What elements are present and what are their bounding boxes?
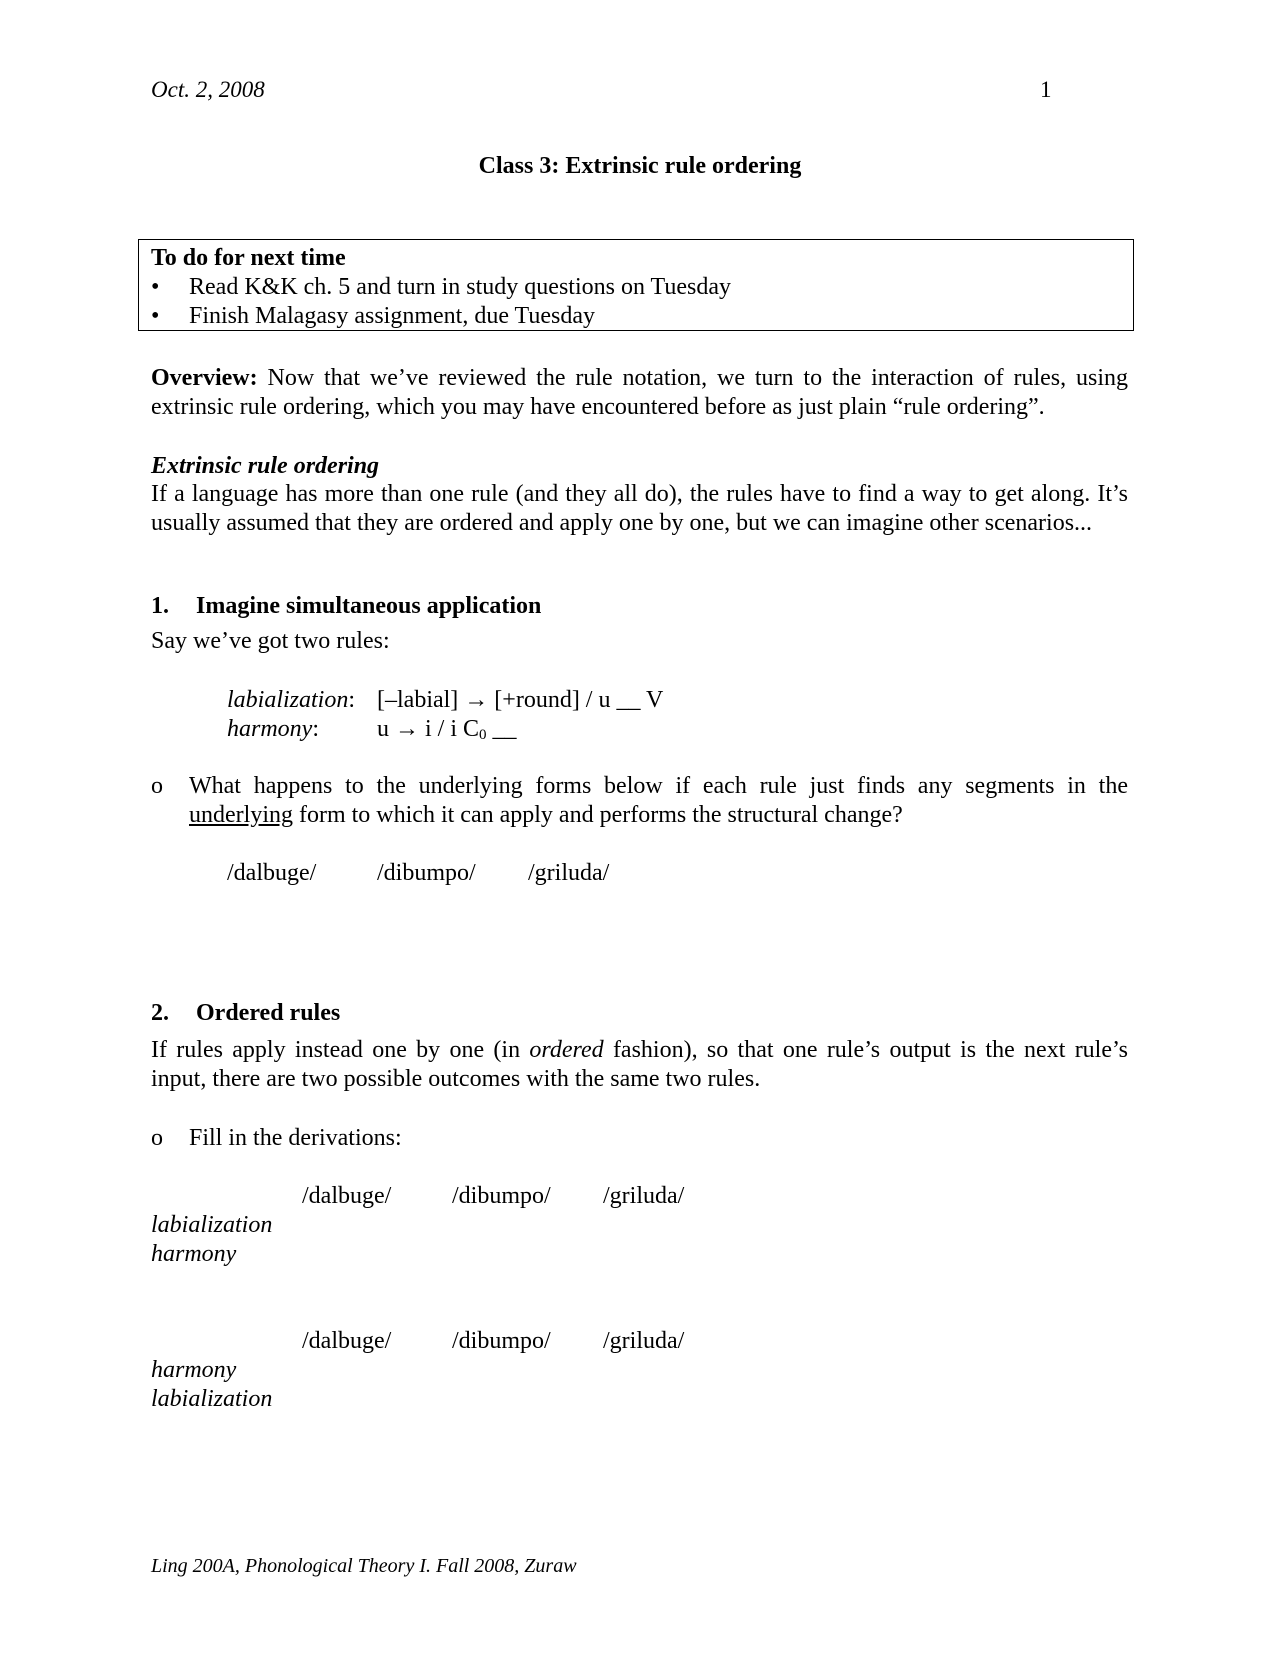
formula-part: u → i / i C bbox=[377, 716, 480, 742]
derivation2-form-3: /griluda/ bbox=[603, 1328, 685, 1354]
section2-number: 2. bbox=[151, 1000, 169, 1026]
derivation1-form-2: /dibumpo/ bbox=[452, 1183, 551, 1209]
rule-colon: : bbox=[312, 716, 319, 742]
derivation1-row-2: harmony bbox=[151, 1241, 237, 1267]
todo-bullet-2: • bbox=[151, 303, 160, 329]
rule-formula-harmony bbox=[377, 715, 517, 744]
form-3: /griluda/ bbox=[528, 860, 610, 886]
overview-paragraph bbox=[151, 364, 1128, 422]
overview-text: Now that we’ve reviewed the rule notation, we turn to the interaction of rules, using extrinsic rule ordering, which you may have encountered before as just plain “rule ordering”. bbox=[151, 365, 1128, 420]
section2-text: If rules apply instead one by one (in bbox=[151, 1037, 530, 1063]
derivation2-form-2: /dibumpo/ bbox=[452, 1328, 551, 1354]
derivation1-row-1: labialization bbox=[151, 1212, 273, 1238]
section1-heading: Imagine simultaneous application bbox=[196, 593, 542, 619]
footer: Ling 200A, Phonological Theory I. Fall 2008, Zuraw bbox=[151, 1555, 577, 1577]
overview-label: Overview: bbox=[151, 365, 258, 391]
section2-emphasis: ordered bbox=[529, 1037, 604, 1063]
question-marker: o bbox=[151, 773, 163, 799]
rule-name-harmony: harmony bbox=[227, 716, 313, 742]
derivation2-row-1: harmony bbox=[151, 1357, 237, 1383]
extrinsic-heading: Extrinsic rule ordering bbox=[151, 453, 380, 479]
section1-intro: Say we’ve got two rules: bbox=[151, 628, 390, 654]
extrinsic-paragraph: If a language has more than one rule (and they all do), the rules have to find a way to get along. It’s usually assumed that they are ordered and apply one by one, but we can imagine other scenarios... bbox=[151, 481, 1128, 536]
todo-item-2: Finish Malagasy assignment, due Tuesday bbox=[189, 303, 595, 329]
section2-heading: Ordered rules bbox=[196, 1000, 341, 1026]
rule-name-labialization: labialization bbox=[227, 687, 349, 713]
rule-harmony bbox=[227, 715, 319, 744]
derivation1-form-1: /dalbuge/ bbox=[302, 1183, 392, 1209]
section1-number: 1. bbox=[151, 593, 169, 619]
todo-heading: To do for next time bbox=[151, 245, 346, 271]
derivation1-form-3: /griluda/ bbox=[603, 1183, 685, 1209]
header-date: Oct. 2, 2008 bbox=[151, 77, 265, 102]
page-number: 1 bbox=[1040, 77, 1052, 102]
rule-labialization bbox=[227, 686, 355, 715]
rule-colon: : bbox=[348, 687, 356, 713]
instruction-text: Fill in the derivations: bbox=[189, 1125, 402, 1151]
formula-subscript: 0 bbox=[479, 727, 487, 743]
form-2: /dibumpo/ bbox=[377, 860, 476, 886]
instruction-marker: o bbox=[151, 1125, 163, 1151]
section2-text: fashion), so that one rule’s output is the next rule’s input, there are two possible outcomes with the same two rules. bbox=[151, 1037, 1129, 1092]
rule-formula-labialization: [–labial] → [+round] / u __ V bbox=[377, 687, 664, 713]
page-title: Class 3: Extrinsic rule ordering bbox=[478, 153, 802, 179]
derivation2-form-1: /dalbuge/ bbox=[302, 1328, 392, 1354]
derivation2-row-2: labialization bbox=[151, 1386, 273, 1412]
todo-bullet-1: • bbox=[151, 274, 160, 300]
formula-part: __ bbox=[486, 716, 517, 742]
question-underlined: underlying bbox=[189, 802, 293, 828]
section2-paragraph bbox=[151, 1036, 1128, 1094]
form-1: /dalbuge/ bbox=[227, 860, 317, 886]
todo-item-1: Read K&K ch. 5 and turn in study questions on Tuesday bbox=[189, 274, 731, 300]
question-text: form to which it can apply and performs the structural change? bbox=[292, 802, 903, 828]
question-text: What happens to the underlying forms below if each rule just finds any segments in the bbox=[189, 773, 1128, 799]
question-paragraph bbox=[189, 772, 1128, 830]
